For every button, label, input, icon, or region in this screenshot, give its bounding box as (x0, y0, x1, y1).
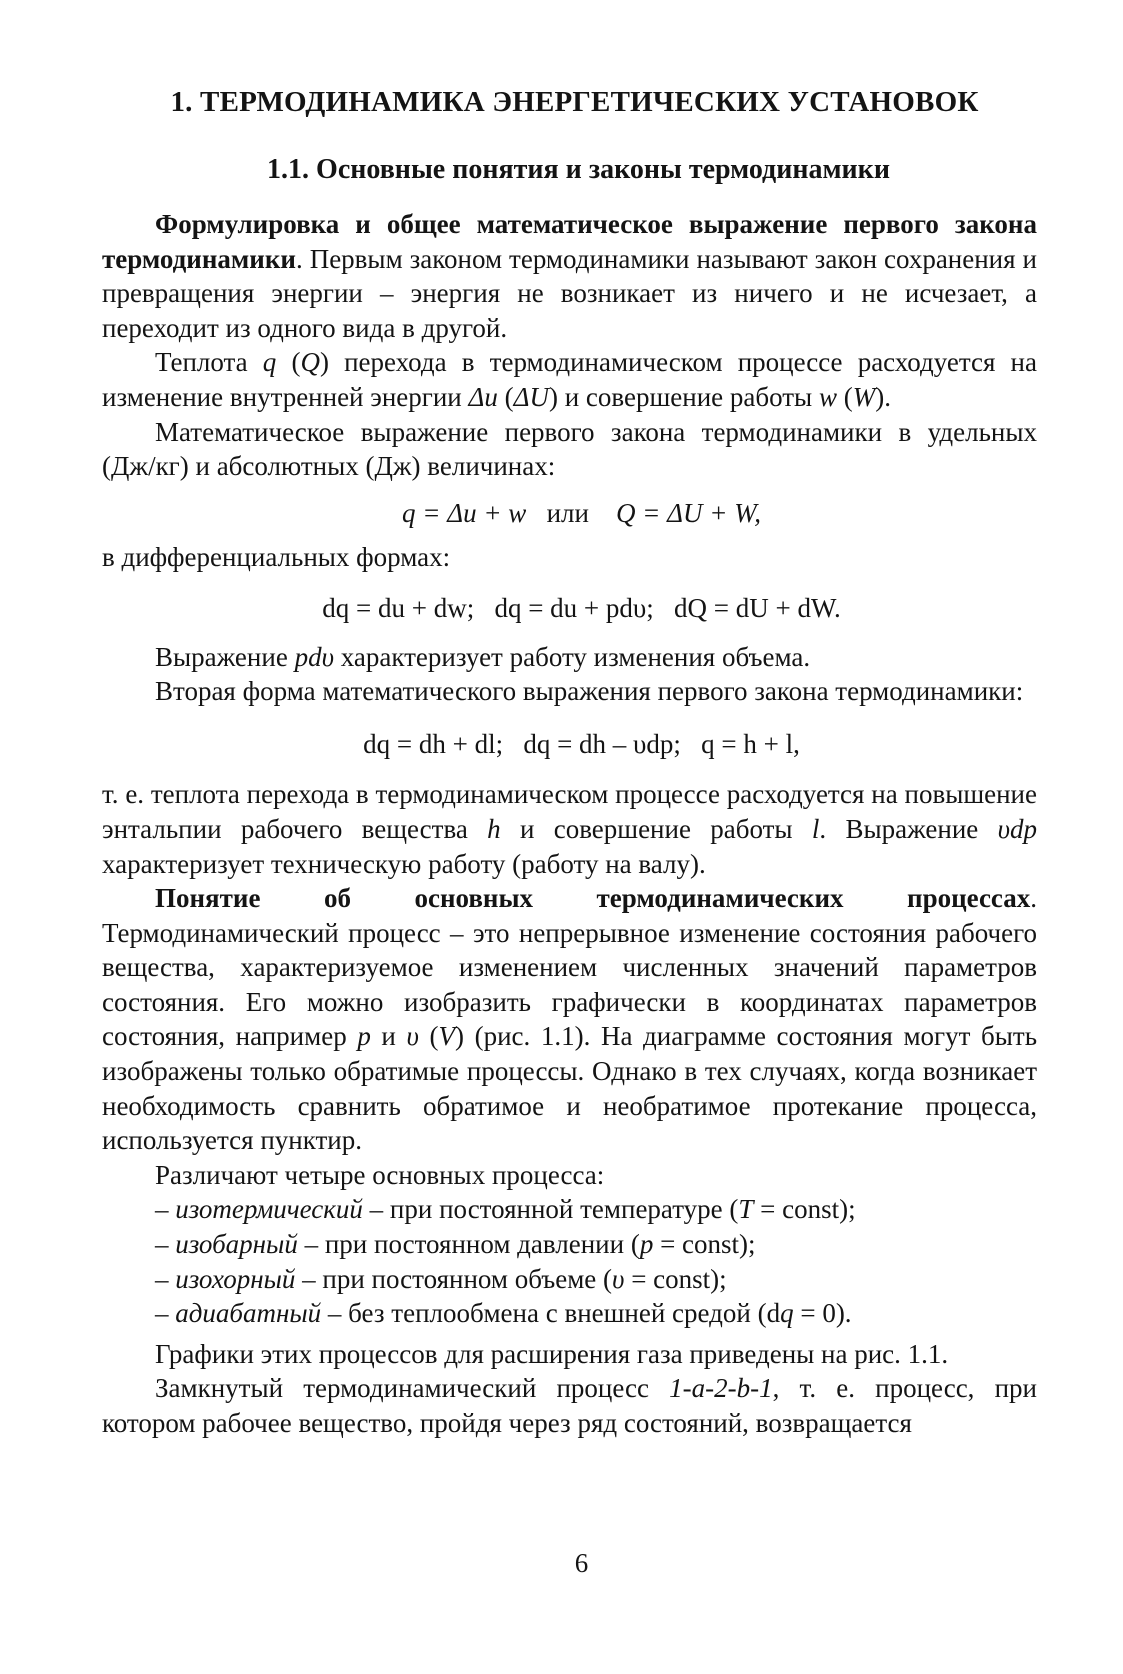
paragraph-heading-first-law: Формулировка и общее математическое выражение первого закона термодинамики (102, 209, 1037, 274)
page-number: 6 (574, 1548, 589, 1578)
paragraph-differential-forms: в дифференциальных формах: (102, 542, 451, 573)
process-list (102, 1192, 1037, 1330)
paragraph-first-law: Формулировка и общее математическое выражение первого закона термодинамики. Первым законом термодинамики называют закон сохранения и превращения энергии – энергия не возникает из ничего и не исчезает, а переходит из одного вида в другой. (102, 209, 1037, 343)
paragraph-graphs: Графики этих процессов для расширения газа приведены на рис. 1.1. (155, 1338, 949, 1369)
paragraph-processes: Понятие об основных термодинамических процессах. Термодинамический процесс – это непрерывное изменение состояния рабочего вещества, характеризуемое изменением численных значений параметров состояния. Его можно изобразить графически в координатах параметров состояния, например p и υ (V) (рис. 1.1). На диаграмме состояния могут быть изображены только обратимые процессы. Однако в тех случаях, когда возникает необходимость сравнить обратимое и необратимое протекание процесса, используется пунктир. (102, 883, 1038, 1156)
formula-enthalpy: dq = dh + dl; dq = dh – υdp; q = h + l, (363, 728, 800, 759)
paragraph-four-processes: Различают четыре основных процесса: (155, 1159, 605, 1190)
list-item: – изотермический – при постоянной температуре (T = const); (155, 1194, 856, 1225)
formula-differential: dq = du + dw; dq = du + pdυ; dQ = dU + dW. (322, 592, 841, 623)
section-title: 1.1. Основные понятия и законы термодинамики (267, 154, 890, 185)
list-item: – адиабатный – без теплообмена с внешней средой (dq = 0). (155, 1298, 852, 1329)
list-item: – изохорный – при постоянном объеме (υ = const); (155, 1263, 727, 1294)
paragraph-pdv: Выражение pdυ характеризует работу изменения объема. (155, 641, 811, 672)
paragraph-closed-cycle: Замкнутый термодинамический процесс 1-a-2-b-1, т. е. процесс, при котором рабочее вещество, пройдя через ряд состояний, возвращается (102, 1373, 1037, 1438)
chapter-title: 1. ТЕРМОДИНАМИКА ЭНЕРГЕТИЧЕСКИХ УСТАНОВОК (170, 86, 979, 118)
paragraph-math-expression: Математическое выражение первого закона термодинамики в удельных (Дж/кг) и абсолютных (Дж) величинах: (102, 416, 1037, 482)
formula-first-law: q = Δu + w или Q = ΔU + W, (402, 497, 761, 528)
paragraph-second-form: Вторая форма математического выражения первого закона термодинамики: (155, 676, 1024, 707)
paragraph-heat-transfer: Теплота q (Q) перехода в термодинамическом процессе расходуется на изменение внутренней энергии Δu (ΔU) и совершение работы w (W). (102, 347, 1037, 412)
paragraph-heading-processes: Понятие об основных термодинамических процессах (155, 883, 1031, 914)
list-item: – изобарный – при постоянном давлении (p = const); (155, 1229, 756, 1260)
paragraph-enthalpy: т. е. теплота перехода в термодинамическом процессе расходуется на повышение энтальпии рабочего вещества h и совершение работы l. Выражение υdp характеризует техническую работу (работу на валу). (102, 779, 1037, 879)
